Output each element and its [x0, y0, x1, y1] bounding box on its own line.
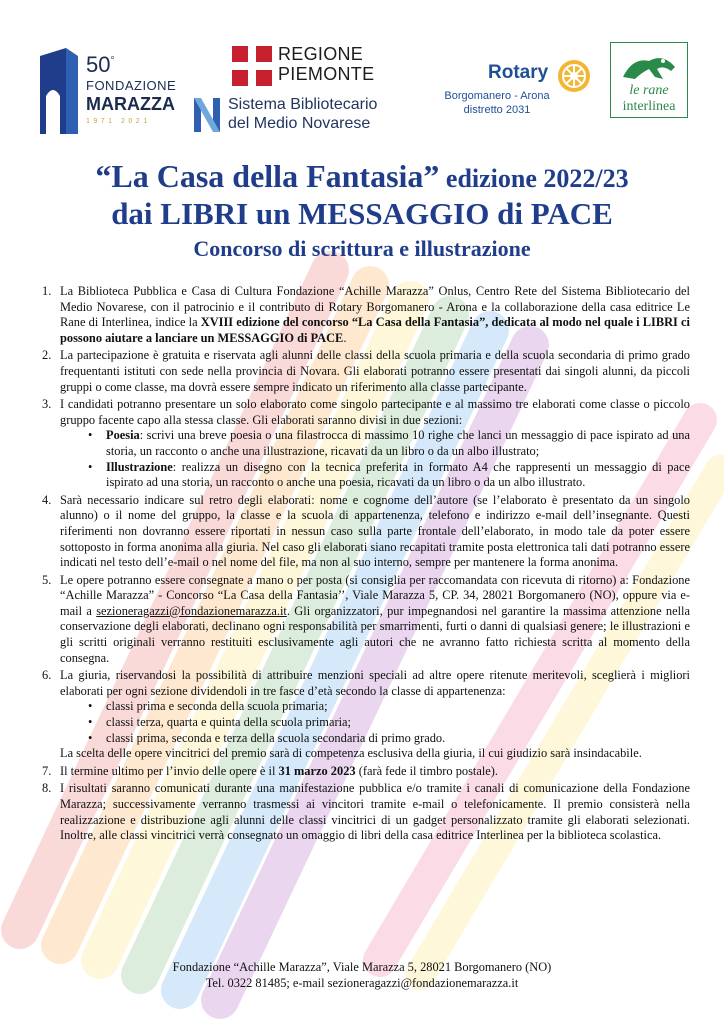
- rotary-logo: [432, 58, 598, 118]
- footer-contacts: Tel. 0322 81485; e-mail sezioneragazzi@fondazionemarazza.it: [205, 976, 519, 990]
- rule-item: 5. Le opere potranno essere consegnate a mano o per posta (si consiglia per raccomandata con ricevuta di ritorno) a: Fondazione “Achille Marazza” - Concorso “La Casa della Fantasia’’, Viale Marazza 5, CP. 34, 28021 Borgomanero (NO), oppure via e-mail a sezioneragazzi@fondazionemarazza.it. Gli organizzatori, pur impegnandosi nel garantire la massima attenzione nella conservazione degli elaborati, declinano ogni responsabilità per smarrimenti, furti o danni di qualsiasi genere; le illustrazioni e gli scritti originali verranno restituiti esclusivamente agli autori che ne avranno fatto richiesta scritta al momento della consegna.: [42, 572, 691, 665]
- rule-item: 2. La partecipazione è gratuita e riservata agli alunni delle classi della scuola primaria e della scuola secondaria di primo grado frequentanti istituti con sede nella provincia di Novara. Gli elaborati potranno essere presentati dai singoli alunni, da piccoli gruppi o come classe, ma dovrà essere sempre indicato un riferimento alla classe partecipante.: [42, 348, 690, 394]
- rule-item: 6. La giuria, riservandosi la possibilità di attribuire menzioni speciali ad altre opere ritenute meritevoli, sceglierà i migliori elaborati per ogni sezione dividendoli in tre fasce d’età secondo la classe di appartenenza: • classi prima e seconda della scuola primaria; • classi terza, quarta e quinta della scuola primaria; • classi prima, seconda e terza della scuola secondaria di primo grado. La scelta delle opere vincitrici del premio sarà di competenza esclusiva della giuria, il cui giudizio sarà insindacabile.: [36, 668, 690, 762]
- age-band-item: • classi terza, quarta e quinta della scuola primaria;: [82, 715, 690, 731]
- marazza-name-label: MARAZZA: [86, 94, 175, 114]
- age-band-item: • classi prima e seconda della scuola primaria;: [82, 699, 690, 715]
- rule-item: 8. I risultati saranno comunicati durante una manifestazione pubblica e/o tramite i canali di comunicazione della Fondazione Marazza; successivamente verranno trasmessi ai vincitori tramite e-mail o telefonicamente. Il premio consisterà nella realizzazione e distribuzione agli alunni delle classi vincitrici di un gadget personalizzato tramite gli elaborati selezionati. Inoltre, alle classi vincitrici verrà consegnato un omaggio di libri della casa editrice Interlinea per la biblioteca scolastica.: [42, 781, 690, 843]
- marazza-anniversary: 50°: [86, 52, 115, 77]
- marazza-building-icon: [36, 46, 80, 136]
- rule-item: 4. Sarà necessario indicare sul retro degli elaborati: nome e cognome dell’autore (se l’elaborato è presentato da un singolo alunno) o il nome del gruppo, la classe e la scuola di appartenenza, telefono e indirizzo e-mail dell’insegnante. Questi riferimenti non dovranno essere riportati in nessun caso sulla parte frontale dell’elaborato, in modo tale da poter essere sottoposto in forma anonima alla giuria. Nel caso gli elaborati siano recapitati tramite posta elettronica tali dati potranno essere indicati nel testo dell’e-mail o nel nome del file, ma non al suo interno, sempre per mantenere la forma anonima.: [42, 492, 690, 570]
- rule-item: 7. Il termine ultimo per l’invio delle opere è il 31 marzo 2023 (farà fede il timbro postale).: [42, 763, 499, 778]
- sistema-bibliotecario-logo: [192, 94, 408, 138]
- frog-icon: [619, 47, 679, 83]
- marazza-fondazione-label: FONDAZIONE: [86, 78, 177, 93]
- marazza-years-label: 1971 2021: [86, 118, 151, 125]
- piemonte-line1: REGIONE: [278, 44, 364, 64]
- jury-note: La scelta delle opere vincitrici del premio sarà di competenza esclusiva della giuria, il cui giudizio sarà insindacabile.: [60, 746, 642, 761]
- section-item-poesia: • Poesia: scrivi una breve poesia o una filastrocca di massimo 10 righe che lanci un messaggio di pace ispirato ad una storia, un racconto o anche una illustrazione, ricavati da un libro o da un albo illustrato;: [82, 428, 690, 459]
- rule-item: 1. La Biblioteca Pubblica e Casa di Cultura Fondazione “Achille Marazza” Onlus, Centro Rete del Sistema Bibliotecario del Medio Novarese, con il patrocinio e il contributo di Rotary Borgomanero - Arona e la collaborazione della casa editrice Le Rane di Interlinea, indice la XVIII edizione del concorso “La Casa della Fantasia”, dedicata al modo nel quale i LIBRI ci possono aiutare a lanciare un MESSAGGIO di PACE.: [42, 284, 691, 345]
- rotary-club-label: Borgomanero - Arona: [444, 90, 550, 102]
- section-item-illustrazione: • Illustrazione: realizza un disegno con la tecnica preferita in formato A4 che rappresenti un messaggio di pace ispirato ad una storia, un racconto o anche una poesia, ricavati da un libro o da un albo illustrato.: [82, 460, 690, 491]
- piemonte-flag-icon: [232, 46, 272, 86]
- email-link[interactable]: sezioneragazzi@fondazionemarazza.it: [96, 603, 287, 618]
- piemonte-line2: PIEMONTE: [278, 64, 375, 84]
- sections-list: [60, 428, 690, 490]
- age-band-item: • classi prima, seconda e terza della scuola secondaria di primo grado.: [82, 731, 690, 747]
- rotary-wheel-icon: [556, 58, 592, 94]
- rane-interlinea-logo: [610, 42, 688, 118]
- regione-piemonte-logo: [232, 44, 412, 94]
- page-subtitle: dai LIBRI un MESSAGGIO di PACE: [111, 196, 613, 231]
- rane-line1: le rane: [629, 83, 669, 98]
- sistema-line1: Sistema Bibliotecario: [228, 96, 378, 113]
- rule-item: 3. I candidati potranno presentare un solo elaborato come singolo partecipante e al massimo tre elaborati come classe o piccolo gruppo facente capo alla stessa classe. Gli elaborati saranno divisi in due sezioni: • Poesia: scrivi una breve poesia o una filastrocca di massimo 10 righe che lanci un messaggio di pace ispirato ad una storia, un racconto o anche una illustrazione, ricavati da un libro o da un albo illustrato; • Illustrazione: realizza un disegno con la tecnica preferita in formato A4 che rappresenti un messaggio di pace ispirato ad una storia, un racconto o anche una poesia, ricavati da un libro o da un albo illustrato.: [36, 397, 690, 491]
- sistema-line2: del Medio Novarese: [228, 115, 371, 132]
- rotary-wordmark: Rotary: [488, 62, 549, 83]
- fondazione-marazza-logo: [36, 42, 178, 138]
- page-title: “La Casa della Fantasia” edizione 2022/23: [95, 158, 629, 194]
- footer-address: Fondazione “Achille Marazza”, Viale Marazza 5, 28021 Borgomanero (NO): [172, 960, 552, 974]
- contest-type: Concorso di scrittura e illustrazione: [193, 236, 531, 261]
- sistema-n-icon: [192, 96, 222, 134]
- rane-line2: interlinea: [622, 99, 676, 114]
- rotary-district-label: distretto 2031: [463, 104, 531, 116]
- deadline-date: 31 marzo 2023: [278, 763, 356, 778]
- age-bands-list: [60, 699, 690, 746]
- rules-list: [36, 284, 690, 846]
